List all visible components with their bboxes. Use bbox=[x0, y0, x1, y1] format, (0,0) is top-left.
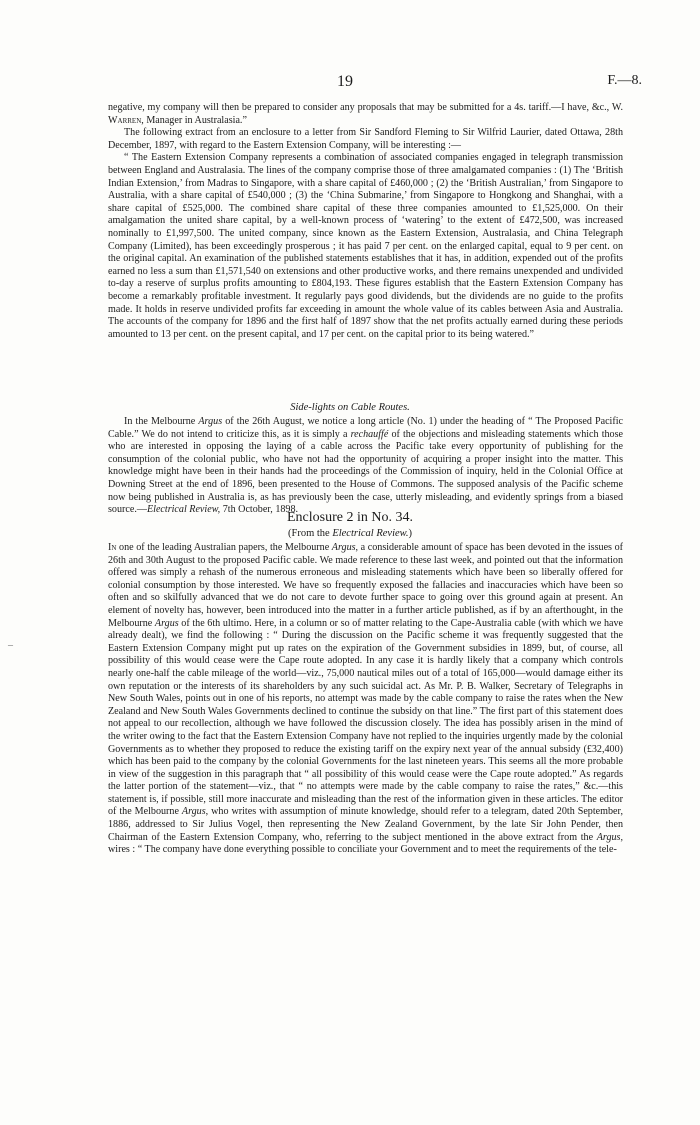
enclosure-paragraph: In one of the leading Australian papers, the Melbourne Argus, a considerable amount of space has been devoted in the issues of 26th and 30th August to the proposed Pacific cable. We made reference to these last week, and pointed out that the information offered was simply a rehash of the numerous erroneous and misleading statements which have been so liberally offered for colonial consumption by those interested. We have so frequently exposed the fallacies and inaccuracies which have been so often and so skilfully advanced that we do not care to devote further space to going over this ground again at present. An element of novelty has, however, been introduced into the matter in a further article published, as if by an afterthought, in the Melbourne Argus of the 6th ultimo. Here, in a column or so of matter relating to the Cape-Australia cable (with which we have already dealt), we find the following : “ During the discussion on the Pacific scheme it was frequently suggested that the Eastern Extension Company might put up rates on the expiration of the Government subsidies in 1899, but, of course, all possibility of this would cease were the Cape route adopted. In any case it is hardly likely that a company which controls nearly one-half the cable mileage of the world—viz., 75,000 nautical miles out of a total of 165,000—would damage either its own reputation or the interests of its shareholders by any such suicidal act. As Mr. P. B. Walker, Secretary of Telegraphs in New South Wales, points out in one of his reports, no attempt was made by the cable company to raise the rates when the New Zealand and New South Wales Governments declined to continue the subsidy on that line.” The first part of this statement does not appeal to our recollection, although we have followed the discussion closely. The idea has possibly arisen in the mind of the writer owing to the fact that the Eastern Extension Company have not replied to the inquiries urgently made by the colonial Governments as to whether they proposed to reduce the existing tariff on the expiry next year of the annual subsidy (£32,400) which has been paid to the company by the colonial Governments for the last nineteen years. This seems all the more probable in view of the suggestion in this paragraph that “ all possibility of this would cease were the Cape route adopted.” As regards the latter portion of the statement—viz., that “ no attempts were made by the cable company to raise the rates,” &c.—this statement is, if possible, still more inaccurate and misleading than the rest of the information given in these articles. The editor of the Melbourne Argus, who writes with assumption of minute knowledge, should refer to a telegram, dated 20th September, 1886, addressed to Sir Julius Vogel, then representing the New Zealand Government, by the late Sir John Pender, then Chairman of the Eastern Extension Company, who, referring to the subject mentioned in the above extract from the Argus, wires : “ The company have done everything possible to conciliate your Government and to meet the requirements of the tele- bbox=[108, 542, 623, 856]
source-citation: Electrical Review, bbox=[146, 504, 221, 516]
section-subheading: Side-lights on Cable Routes. bbox=[290, 402, 410, 413]
page-header bbox=[0, 73, 700, 97]
side-lights-paragraph: In the Melbourne Argus of the 26th August, we notice a long article (No. 1) under the heading of “ The Proposed Pacific Cable.” We do not intend to criticize this, as it is simply a rechauffé of the objections and misleading statements which those who are interested in opposing the laying of a cable across the Pacific take every opportunity of publishing for the consumption of the colonial public, who have not had the opportunity of acquiring a proper insight into the matter. This knowledge might have been in their hands had the proceedings of the Commission of inquiry, held in the Colonial Office at Downing Street at the end of 1896, been presented to the House of Commons. The supposed analysis of the Pacific scheme now being published in Australia is, as has previously been the case, utterly misleading, and evidently springs from a biased source.—Electrical Review, 7th October, 1898. bbox=[108, 416, 624, 516]
opening-text-block bbox=[108, 102, 623, 341]
extract-quote-paragraph: “ The Eastern Extension Company represents a combination of associated companies engaged in telegraph transmission between England and Australasia. The lines of the company comprise those of three amalgamated companies : (1) The ‘British Indian Extension,’ from Madras to Singapore, with a share capital of £460,000 ; (2) the ‘British Australian,’ from Singapore to Australia, with a share capital of £540,000 ; (3) the ‘China Submarine,’ from Singapore to Hongkong and Shanghai, with a share capital of £525,000. The combined share capital of these three companies amounted to £1,525,000. On their amalgamation the united share capital, by a well-known process of ‘watering’ to the extent of £472,500, was increased nominally to £1,997,500. The united company, since known as the Eastern Extension, Australasia, and China Telegraph Company (Limited), has been exceedingly prosperous ; it has paid 7 per cent. on the enlarged capital, equal to 9 per cent. on the original capital. An examination of the published statements establishes that it has, in addition, expended out of the profits earned no less a sum than £1,571,540 on extensions and other productive works, and there remains unexpended and undivided to-day a reserve of surplus profits amounting to £804,193. These figures establish that the Eastern Extension Company has become a remarkably profitable investment. It regularly pays good dividends, but the dividends are no guide to the profits made. It holds in reserve undivided profits far exceeding in amount the whole value of its cables between Asia and Australia. The accounts of the company for 1896 and the first half of 1897 show that the net profits actually earned during these periods amounted to 13 per cent. on the present capital, and 17 per cent. on the capital prior to its being watered.” bbox=[108, 152, 623, 340]
document-reference: F.—8. bbox=[607, 73, 642, 88]
extract-intro-paragraph: The following extract from an enclosure to a letter from Sir Sandford Fleming to Sir Wilfrid Laurier, dated Ottawa, 28th December, 1897, with regard to the Eastern Extension Company, will be interesting :— bbox=[108, 127, 623, 151]
margin-mark: – bbox=[8, 640, 13, 651]
enclosure-heading: Enclosure 2 in No. 34. bbox=[287, 510, 413, 525]
letter-closing-paragraph: negative, my company will then be prepared to consider any proposals that may be submitted for a 4s. tariff.—I have, &c., W. Warren, Manager in Australasia.” bbox=[108, 102, 623, 126]
signatory-name: Warren bbox=[108, 114, 142, 126]
enclosure-source-line: (From the Electrical Review.) bbox=[287, 528, 412, 539]
page-number: 19 bbox=[337, 73, 353, 90]
side-lights-text-block bbox=[108, 416, 623, 517]
enclosure-text-block bbox=[108, 542, 623, 857]
